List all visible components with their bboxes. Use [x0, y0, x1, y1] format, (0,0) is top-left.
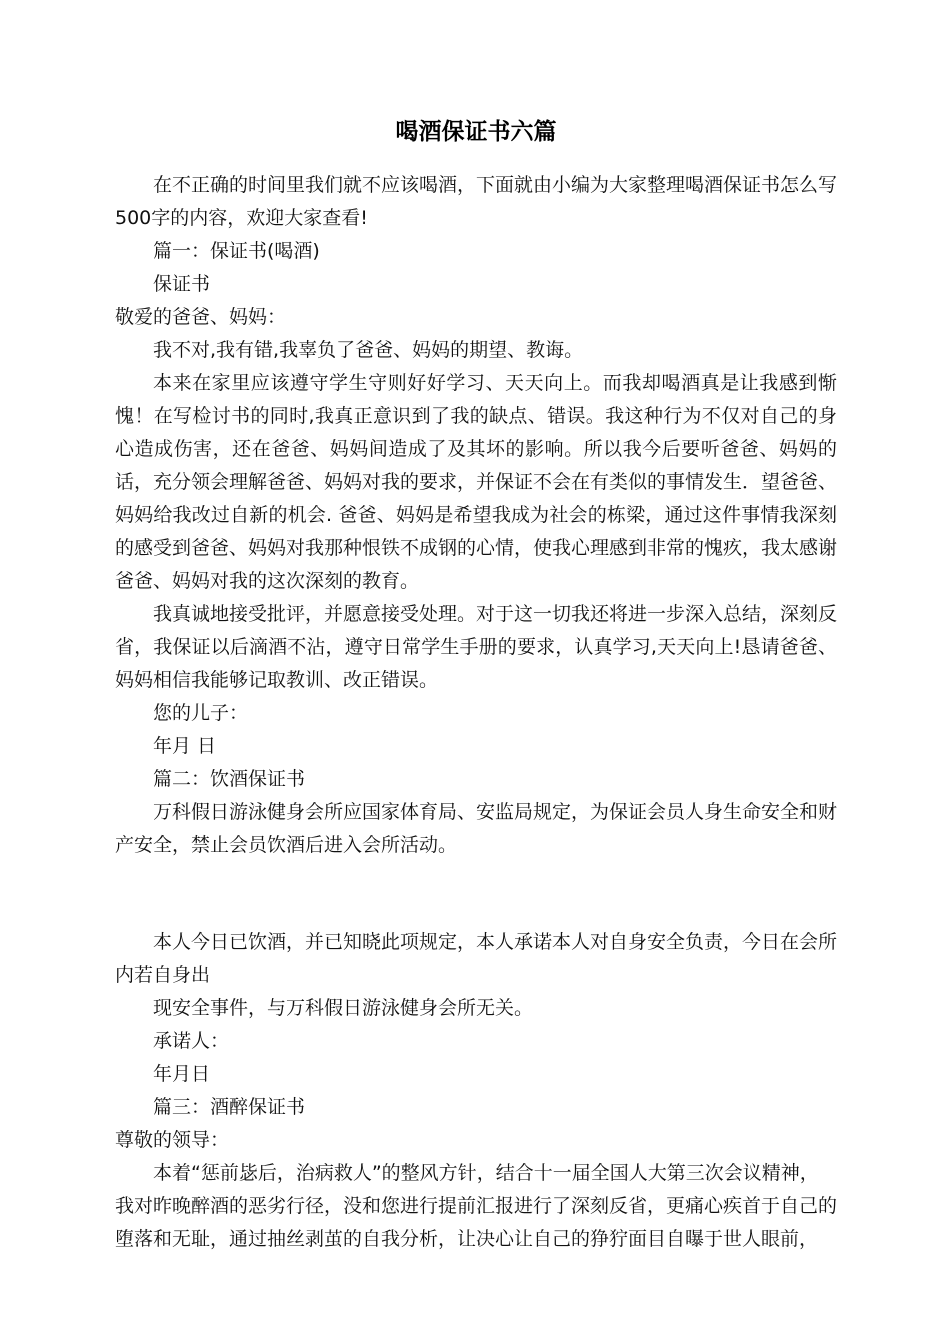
paragraph-list	[115, 169, 837, 1256]
paragraph: 尊敬的领导：	[115, 1129, 230, 1151]
paragraph: 我不对,我有错,我辜负了爸爸、妈妈的期望、教诲。	[153, 339, 584, 361]
paragraph: 我真诚地接受批评，并愿意接受处理。对于这一切我还将进一步深入总结，深刻反省，我保证以后滴酒不沾，遵守日常学生手册的要求，认真学习,天天向上!恳请爸爸、妈妈相信我能够记取教训、改正错误。	[115, 603, 838, 691]
paragraph: 篇三：酒醉保证书	[153, 1096, 306, 1118]
document-body	[115, 112, 837, 1256]
paragraph: 本着“惩前毖后，治病救人”的整风方针，结合十一届全国人大第三次会议精神，	[153, 1162, 819, 1184]
paragraph: 承诺人：	[153, 1030, 230, 1052]
document-title: 喝酒保证书六篇	[395, 119, 557, 145]
paragraph: 篇一：保证书(喝酒)	[153, 240, 320, 262]
paragraph: 年月 日	[153, 735, 217, 757]
paragraph: 保证书	[153, 273, 211, 295]
paragraph: 您的儿子：	[153, 702, 249, 724]
paragraph: 本人今日已饮酒，并已知晓此项规定，本人承诺本人对自身安全负责，今日在会所内若自身出	[115, 931, 838, 986]
paragraph: 本来在家里应该遵守学生守则好好学习、天天向上。而我却喝酒真是让我感到惭愧！在写检讨书的同时,我真正意识到了我的缺点、错误。我这种行为不仅对自己的身心造成伤害，还在爸爸、妈妈间造成了及其坏的影响。所以我今后要听爸爸、妈妈的话，充分领会理解爸爸、妈妈对我的要求，并保证不会在有类似的事情发生．望爸爸、妈妈给我改过自新的机会. 爸爸、妈妈是希望我成为社会的栋梁，通过这件事情我深刻的感受到爸爸、妈妈对我那种恨铁不成钢的心情，使我心理感到非常的愧疚，我太感谢爸爸、妈妈对我的这次深刻的教育。	[115, 372, 838, 592]
paragraph: 万科假日游泳健身会所应国家体育局、安监局规定，为保证会员人身生命安全和财产安全，禁止会员饮酒后进入会所活动。	[115, 801, 838, 856]
paragraph-spacer	[115, 881, 837, 907]
paragraph: 现安全事件，与万科假日游泳健身会所无关。	[153, 997, 534, 1019]
paragraph: 年月日	[153, 1063, 211, 1085]
paragraph: 篇二：饮酒保证书	[153, 768, 306, 790]
paragraph: 敬爱的爸爸、妈妈：	[115, 306, 287, 328]
paragraph: 在不正确的时间里我们就不应该喝酒，下面就由小编为大家整理喝酒保证书怎么写500字的内容，欢迎大家查看!	[115, 174, 838, 229]
paragraph: 我对昨晚醉酒的恶劣行径，没和您进行提前汇报进行了深刻反省，更痛心疾首于自己的堕落和无耻，通过抽丝剥茧的自我分析，让决心让自己的狰狞面目自曝于世人眼前，	[115, 1195, 838, 1250]
